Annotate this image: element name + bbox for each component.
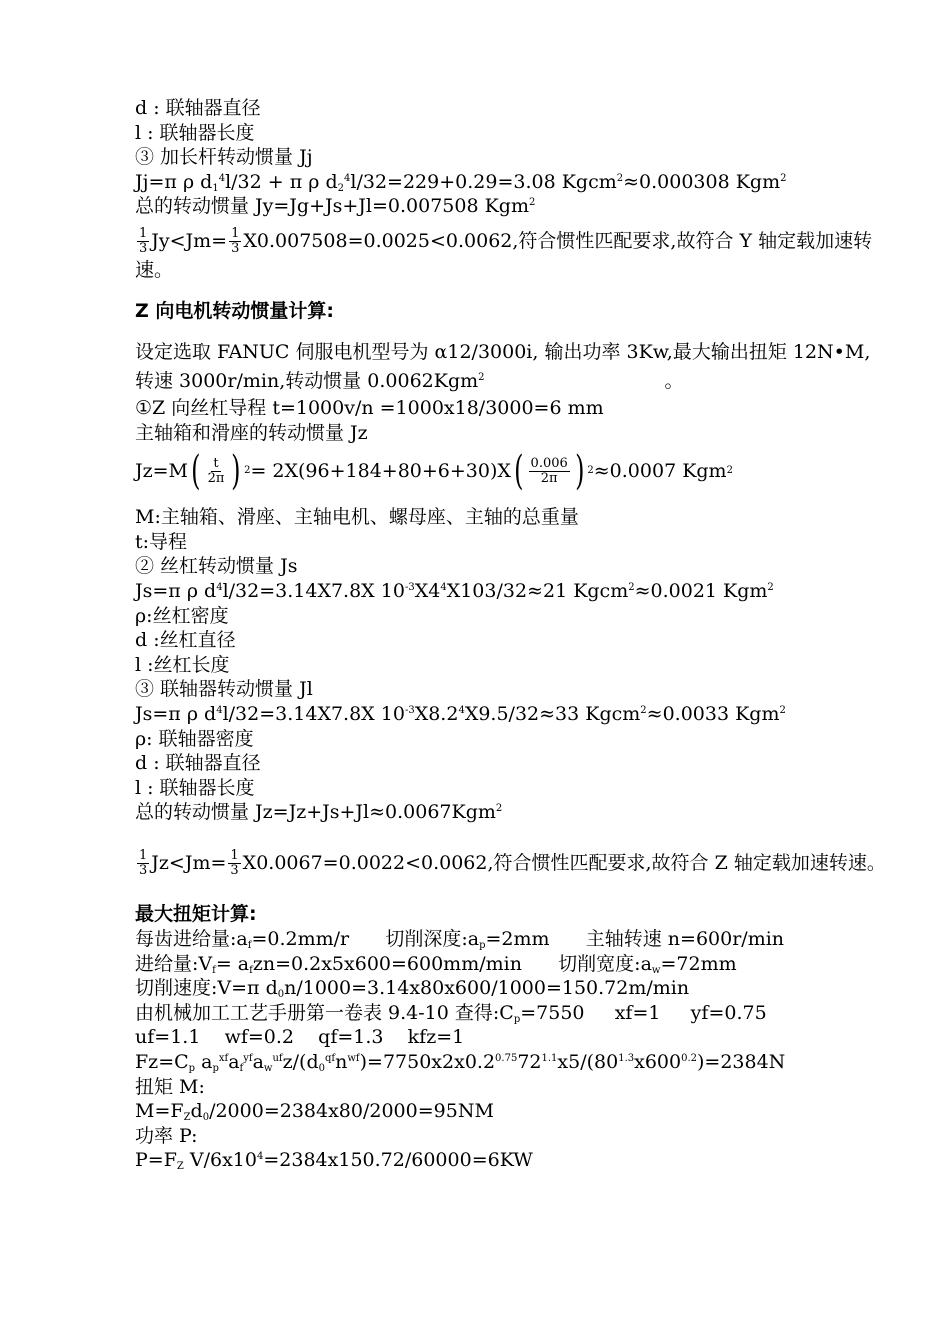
line-extension-rod-inertia-formula: Jj=π ρ $d_1^4l/32 + \pi$ ρ $d_2^4l/32=229+0.29=3.08$ Kgcm$^2$≈0.000308 Kgm$^2$ bbox=[135, 170, 787, 194]
document-page bbox=[135, 96, 895, 1173]
line-feed-per-tooth: 每齿进给量$:a_f=0.2mm/r$ 切削深度$:a_p=2mm$ 主轴转速 n=600r/min bbox=[135, 928, 785, 952]
line-exponents: uf=1.1 wf=0.2 qf=1.3 kfz=1 bbox=[135, 1026, 465, 1049]
line-extension-rod-inertia-title: ③ 加长杆转动惯量 Jj bbox=[135, 146, 313, 169]
line-t-definition: t:导程 bbox=[135, 530, 188, 553]
line-power-title: 功率 P: bbox=[135, 1124, 198, 1147]
line-coupling-length-2: l : 联轴器长度 bbox=[135, 776, 255, 799]
line-cutting-force: $Fz=C_p$ $a_p^{xf}a_f^{yf}a_w^{uf}z/(d_0^{qf}n^{wf})=7750x2x0.2^{0.75}72^{1.1}x5/(80^{1.3}x600^{0.2})=2384N$ bbox=[135, 1051, 786, 1075]
line-feed-rate: 进给量$:V_f= a_fzn=0.2x5x600=600mm/\min$ 切削宽度$:a_w=72mm$ bbox=[135, 952, 737, 976]
line-coupling-inertia-formula: Js=π ρ $d^4l/32=3.14X7.8X$ $10^{-3}X8.2^4X9.5/32\approx 33$ Kgcm$^2$≈0.0033 Kgm$^2$ bbox=[135, 703, 786, 725]
line-coupling-length: l : 联轴器长度 bbox=[135, 121, 255, 144]
line-jz-formula: Jz=M ( $\frac{t}{2\pi}$ ) 2 = 2X(96+184+80+6+30)X ( $\frac{0.006}{2\pi}$ ) 2 ≈0.0007 Kgm 2 bbox=[135, 448, 733, 495]
fraction-one-third: $\frac{1}{3}$ bbox=[139, 226, 148, 257]
line-screw-density: ρ:丝杠密度 bbox=[135, 604, 229, 627]
line-total-inertia-z: 总的转动惯量 Jz=Jz+Js+Jl≈0.0067Kgm$^2$ bbox=[135, 801, 503, 824]
line-total-inertia-y: 总的转动惯量 Jy=Jg+Js+Jl=0.007508 Kgm$^2$ bbox=[135, 195, 536, 218]
line-z-screw-lead: ①Z 向丝杠导程 t=1000v/n =1000x18/3000=6 mm bbox=[135, 397, 604, 420]
heading-max-torque: 最大扭矩计算: bbox=[135, 903, 257, 926]
line-screw-diameter: d :丝杠直径 bbox=[135, 629, 236, 652]
line-y-inertia-check: $\frac{1}{3}$ Jy<Jm= $\frac{1}{3}$ X0.007508=0.0025<0.0062,符合惯性匹配要求,故符合 Y 轴定载加速转速。 bbox=[135, 226, 873, 282]
line-coupling-diameter: d : 联轴器直径 bbox=[135, 97, 261, 119]
line-coupling-diameter-2: d : 联轴器直径 bbox=[135, 752, 261, 775]
line-screw-inertia-title: ② 丝杠转动惯量 Js bbox=[135, 555, 298, 578]
line-handbook-lookup: 由机械加工工艺手册第一卷表 9.4-10 查得$:C_p=7550$ xf=1 yf=0.75 bbox=[135, 1001, 767, 1025]
line-torque-formula: $M=F_Zd_0/2000=2384x80/2000=95NM$ bbox=[135, 1100, 494, 1124]
fraction-one-third: $\frac{1}{3}$ bbox=[139, 848, 148, 879]
line-z-motor-spec: 设定选取 FANUC 伺服电机型号为 α12/3000i, 输出功率 3Kw,最大输出扭矩 12N•M, 转速 3000r/min,转动惯量 0.0062Kgm$^2$ 。 bbox=[135, 341, 871, 393]
line-coupling-inertia-title: ③ 联轴器转动惯量 Jl bbox=[135, 678, 313, 701]
fraction-one-third: $\frac{1}{3}$ bbox=[230, 848, 239, 879]
line-m-definition: M:主轴箱、滑座、主轴电机、螺母座、主轴的总重量 bbox=[135, 506, 579, 529]
line-screw-length: l :丝杠长度 bbox=[135, 653, 230, 676]
line-z-inertia-check: $\frac{1}{3}$ Jz<Jm= $\frac{1}{3}$ X0.0067=0.0022<0.0062,符合惯性匹配要求,故符合 Z 轴定载加速转速。 bbox=[139, 848, 886, 879]
line-coupling-density: ρ: 联轴器密度 bbox=[135, 727, 254, 750]
heading-z-motor-inertia: Z 向电机转动惯量计算: bbox=[135, 300, 334, 323]
line-cutting-speed: 切削速度:V=π $d_0n/1000=3.14x80x600/1000=150.72m/\min$ bbox=[135, 977, 690, 1001]
fraction-one-third: $\frac{1}{3}$ bbox=[231, 226, 240, 257]
line-torque-title: 扭矩 M: bbox=[135, 1075, 205, 1098]
line-screw-inertia-formula: Js=π ρ $d^4l/32=3.14X7.8X$ $10^{-3}X4^4X103/32\approx 21$ Kgcm$^2$≈0.0021 Kgm$^2$ bbox=[135, 580, 774, 603]
line-headstock-inertia-title: 主轴箱和滑座的转动惯量 Jz bbox=[135, 421, 368, 444]
line-power-formula: $P=F_Z$ $V/6x10^4=2384x150.72/60000=6KW$ bbox=[135, 1149, 533, 1173]
